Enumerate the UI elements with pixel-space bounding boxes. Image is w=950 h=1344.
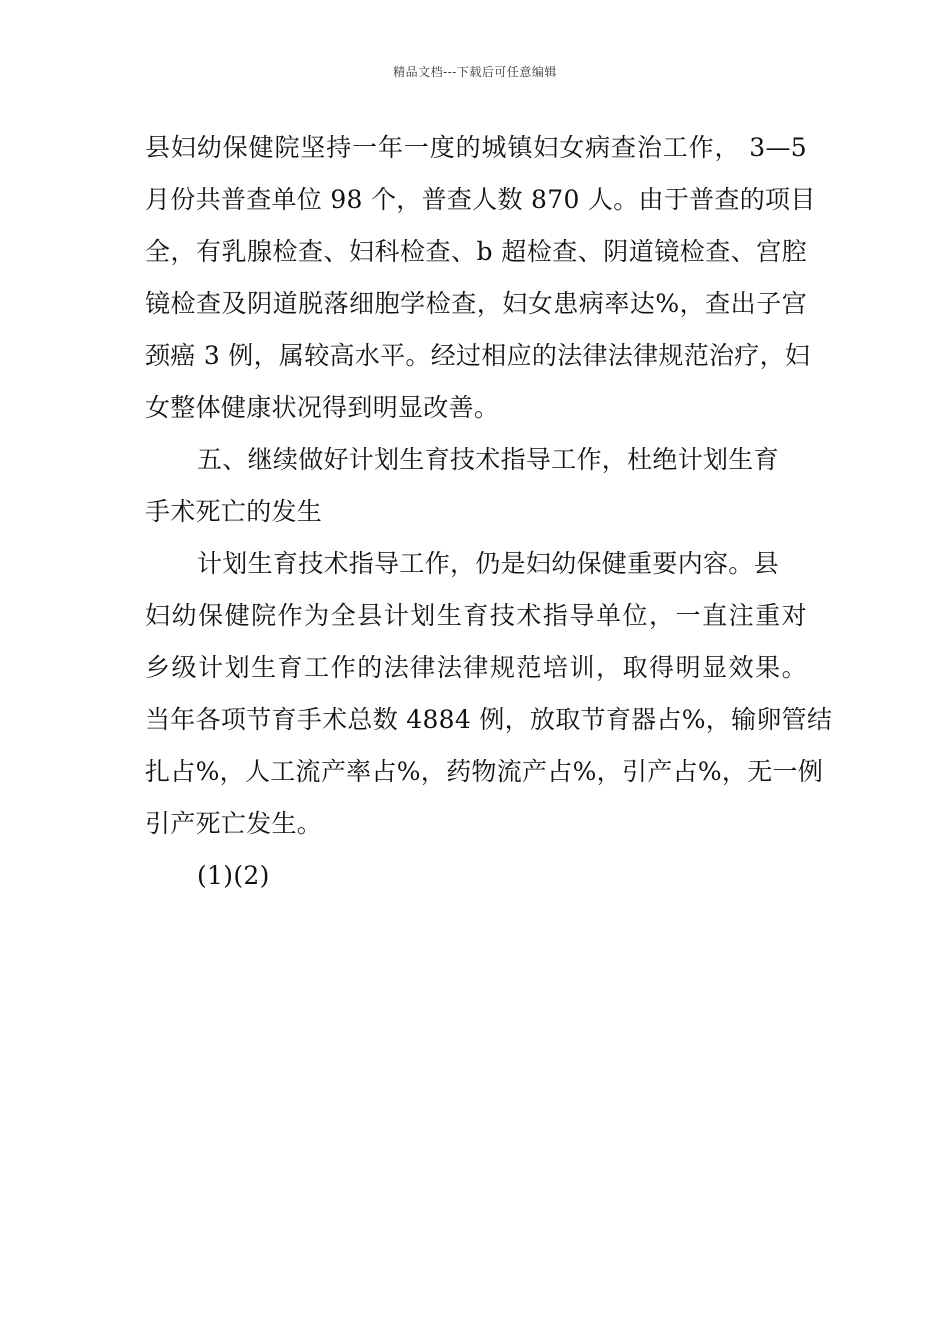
text-line: 计划生育技术指导工作，仍是妇幼保健重要内容。县 — [197, 549, 779, 578]
text-line: 镜检查及阴道脱落细胞学检查，妇女患病率达%，查出子宫 — [145, 289, 807, 318]
page-header: 精品文档---下载后可任意编辑 — [393, 65, 557, 79]
document-body — [145, 126, 833, 906]
text-line: 当年各项节育手术总数 4884 例，放取节育器占%，输卵管结 — [145, 705, 833, 734]
section-heading-line: 手术死亡的发生 — [145, 497, 323, 526]
text-line: 乡级计划生育工作的法律法律规范培训，取得明显效果。 — [145, 653, 807, 682]
text-line: 颈癌 3 例，属较高水平。经过相应的法律法律规范治疗，妇 — [145, 341, 811, 370]
text-line: 女整体健康状况得到明显改善。 — [145, 393, 500, 422]
text-line: 扎占%，人工流产率占%，药物流产占%，引产占%，无一例 — [145, 757, 824, 786]
section-heading-line: 五、继续做好计划生育技术指导工作，杜绝计划生育 — [197, 445, 779, 474]
text-line: 月份共普查单位 98 个，普查人数 870 人。由于普查的项目 — [145, 185, 816, 214]
text-line: 县妇幼保健院坚持一年一度的城镇妇女病查治工作， 3—5 — [145, 133, 807, 162]
text-line: (1)(2) — [197, 861, 270, 890]
text-line: 妇幼保健院作为全县计划生育技术指导单位，一直注重对 — [145, 601, 807, 630]
text-line: 全，有乳腺检查、妇科检查、b 超检查、阴道镜检查、宫腔 — [145, 237, 807, 266]
text-line: 引产死亡发生。 — [145, 809, 323, 838]
